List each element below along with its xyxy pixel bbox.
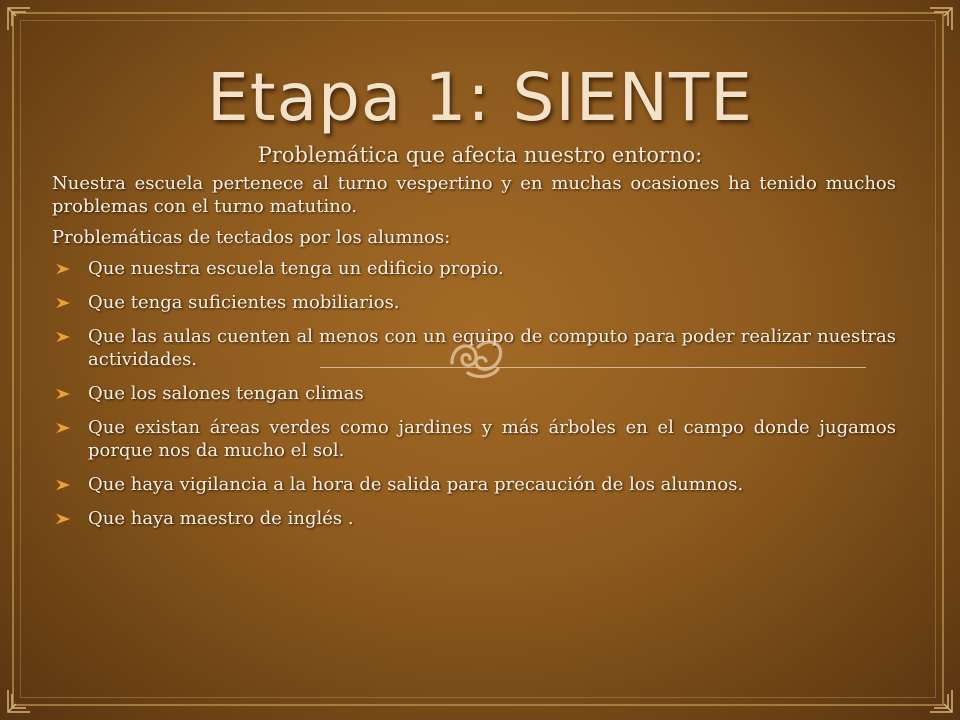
arrowhead-icon <box>54 330 72 344</box>
list-item-text: Que existan áreas verdes como jardines y más árboles en el campo donde jugamos porque nos da mucho el sol. <box>88 417 896 461</box>
problem-list <box>52 257 896 530</box>
list-item-text: Que los salones tengan climas <box>88 383 364 404</box>
arrowhead-icon <box>54 387 72 401</box>
ornament-line <box>320 367 866 368</box>
arrowhead-icon <box>54 512 72 526</box>
arrowhead-icon <box>54 262 72 276</box>
scroll-ornament-icon <box>448 333 508 381</box>
corner-ornament-icon <box>6 688 32 714</box>
slide-title: Etapa 1: SIENTE <box>207 59 753 136</box>
list-item <box>52 473 896 496</box>
corner-ornament-icon <box>928 688 954 714</box>
list-item-text: Que nuestra escuela tenga un edificio propio. <box>88 258 504 279</box>
list-heading: Problemáticas de tectados por los alumnos: <box>52 227 451 248</box>
list-item <box>52 257 896 280</box>
list-item-text: Que haya maestro de inglés . <box>88 508 354 529</box>
slide-subtitle: Problemática que afecta nuestro entorno: <box>257 143 703 167</box>
corner-ornament-icon <box>6 6 32 32</box>
list-item-text: Que las aulas cuenten al menos con un equipo de computo para poder realizar nuestras actividades. <box>88 326 896 370</box>
list-item <box>52 291 896 314</box>
list-item-text: Que haya vigilancia a la hora de salida para precaución de los alumnos. <box>88 474 744 495</box>
list-item-text: Que tenga suficientes mobiliarios. <box>88 292 400 313</box>
list-item <box>52 416 896 462</box>
list-item <box>52 507 896 530</box>
intro-paragraph: Nuestra escuela pertenece al turno vespertino y en muchas ocasiones ha tenido muchos problemas con el turno matutino. <box>52 173 896 217</box>
arrowhead-icon <box>54 421 72 435</box>
arrowhead-icon <box>54 296 72 310</box>
corner-ornament-icon <box>928 6 954 32</box>
arrowhead-icon <box>54 478 72 492</box>
list-item <box>52 382 896 405</box>
